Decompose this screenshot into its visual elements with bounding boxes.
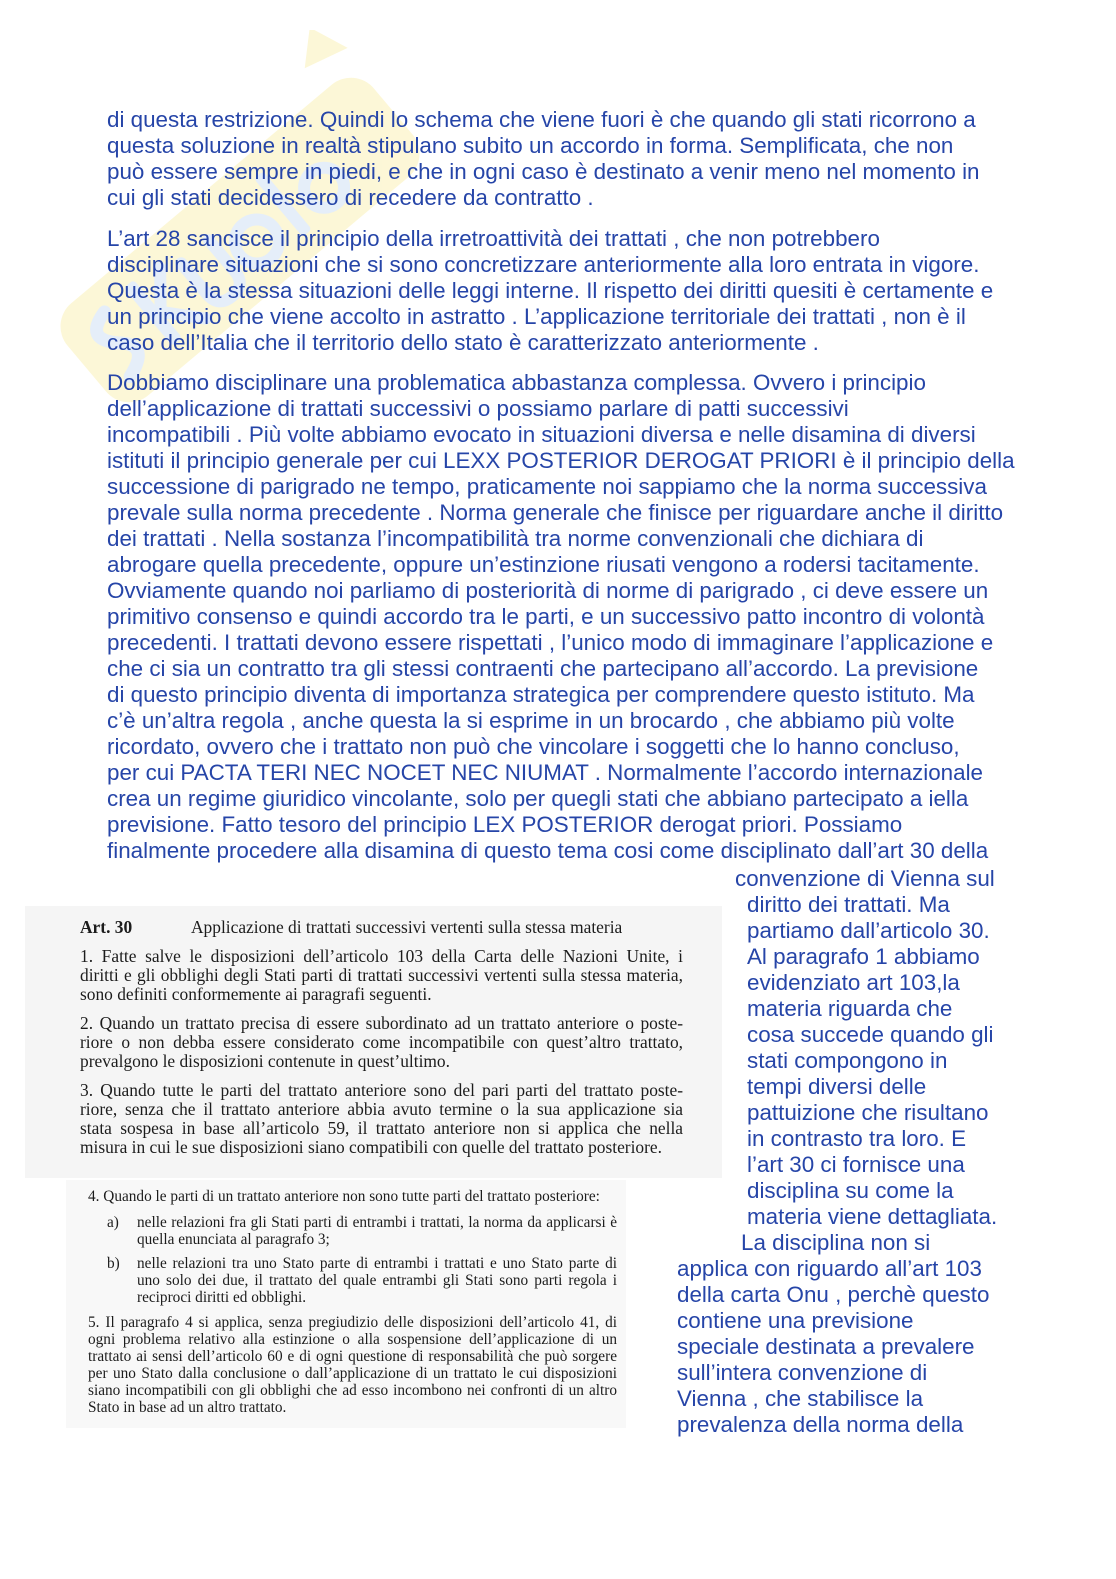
article-line: riore, senza che il trattato anteriore abbia avuto termine o la sua applicazione sia	[80, 1100, 683, 1119]
article-line: prevalgono le disposizioni contenute in quest’ultimo.	[80, 1052, 450, 1072]
notes-line: prevale sulla norma precedente . Norma generale che finisce per riguardare anche il diritto	[107, 500, 1004, 525]
article-line: stata sospesa in base all’articolo 59, il trattato anteriore non si applica che nella	[80, 1119, 683, 1139]
notes-line: ricordato, ovvero che i trattato non può che vincolare i soggetti che lo hanno concluso,	[107, 734, 960, 759]
side-column-line: disciplina su come la	[747, 1178, 954, 1203]
article-line: siano incompatibili con gli obblighi che ad esso incombono nei confronti di un altro	[88, 1381, 617, 1399]
notes-paragraph	[107, 370, 1067, 864]
side-column-line: Vienna , che stabilisce la	[677, 1386, 924, 1411]
notes-line: incompatibili . Più volte abbiamo evocato in situazioni diversa e nelle disamina di diversi	[107, 422, 976, 447]
article-heading	[80, 918, 683, 937]
article-paragraph-1	[80, 947, 683, 1005]
side-column-line: La disciplina non si	[741, 1230, 931, 1255]
side-column-line: sull’intera convenzione di	[677, 1360, 928, 1385]
article-line: 4. Quando le parti di un trattato anteriore non sono tutte parti del trattato posteriore:	[88, 1187, 600, 1205]
clause-label: a)	[107, 1213, 119, 1231]
article-line: nelle relazioni fra gli Stati parti di entrambi i trattati, la norma da applicarsi è	[137, 1213, 617, 1231]
article-line: riore o non debba essere considerato come incompatibile con quest’altro trattato,	[80, 1032, 683, 1052]
side-column-line: prevalenza della norma della	[677, 1412, 964, 1437]
notes-line: questa soluzione in realtà stipulano subito un accordo in forma. Semplificata, che non	[107, 133, 954, 158]
article-line: 2. Quando un trattato precisa di essere subordinato ad un trattato anteriore o poste-	[80, 1013, 683, 1033]
side-column-line: Al paragrafo 1 abbiamo	[747, 944, 980, 969]
side-column-line: partiamo dall’articolo 30.	[747, 918, 990, 943]
article-paragraph-4	[88, 1188, 617, 1205]
notes-line: dell’applicazione di trattati successivi o possiamo parlare di patti successivi	[107, 396, 849, 421]
article-paragraph-3	[80, 1081, 683, 1158]
article-line: quella enunciata al paragrafo 3;	[137, 1230, 330, 1248]
notes-line: per cui PACTA TERI NEC NOCET NEC NIUMAT . Normalmente l’accordo internazionale	[107, 760, 983, 785]
notes-paragraph	[107, 226, 1067, 356]
article-line: misura in cui le sue disposizioni siano compatibili con quelle del trattato posteriore.	[80, 1138, 662, 1158]
notes-line: Dobbiamo disciplinare una problematica abbastanza complessa. Ovvero i principio	[107, 370, 926, 395]
notes-paragraph	[107, 107, 1067, 211]
notes-line: dei trattati . Nella sostanza l’incompatibilità tra norme convenzionali che dichiara di	[107, 526, 924, 551]
notes-line: Questa è la stessa situazioni delle leggi interne. Il rispetto dei diritti quesiti è certamente e	[107, 277, 994, 303]
clause-item-a	[107, 1214, 617, 1248]
article-line: ogni problema relativo alla estinzione o alla sospensione dell’applicazione di un	[88, 1330, 617, 1348]
side-column-line: cosa succede quando gli	[747, 1022, 994, 1047]
side-column-line: materia riguarda che	[747, 996, 953, 1021]
side-column-line: della carta Onu , perchè questo	[677, 1282, 990, 1307]
article-line: sono definiti conformemente ai paragrafi seguenti.	[80, 985, 432, 1005]
notes-line: cui gli stati decidessero di recedere da contratto .	[107, 185, 594, 210]
article-30-excerpt-continued	[66, 1180, 626, 1428]
side-column-line: tempi diversi delle	[747, 1074, 927, 1099]
notes-line: un principio che viene accolto in astratto . L’applicazione territoriale dei trattati , non è il	[107, 303, 966, 329]
article-line: trattato ai sensi dell’articolo 60 e di ogni questione di responsabilità che può sorgere	[88, 1347, 617, 1365]
notes-line: istituti il principio generale per cui LEXX POSTERIOR DEROGAT PRIORI è il principio della	[107, 448, 1015, 473]
side-column-line: stati compongono in	[747, 1048, 948, 1073]
article-line: diritti e gli obblighi degli Stati parti di trattati successivi vertenti sulla stessa materia,	[80, 965, 683, 985]
side-column-line: convenzione di Vienna sul	[735, 866, 995, 891]
article-line: uno solo dei due, il trattato del quale entrambi gli Stati sono parti regola i	[137, 1271, 617, 1289]
article-line: per uno Stato dalla conclusione o dall’applicazione di un trattato le cui disposizioni	[88, 1364, 617, 1382]
notes-line: previsione. Fatto tesoro del principio LEX POSTERIOR derogat priori. Possiamo	[107, 812, 903, 837]
notes-line: c’è un’altra regola , anche questa la si esprime in un brocardo , che abbiamo più volte	[107, 708, 955, 733]
article-paragraph-5	[88, 1314, 617, 1416]
side-column-line: l’art 30 ci fornisce una	[747, 1152, 965, 1177]
side-column-line: contiene una previsione	[677, 1308, 914, 1333]
side-column-line: diritto dei trattati. Ma	[747, 892, 950, 917]
article-line: 5. Il paragrafo 4 si applica, senza pregiudizio delle disposizioni dell’articolo 41, di	[88, 1313, 617, 1331]
notes-line: L’art 28 sancisce il principio della irretroattività dei trattati , che non potrebbero	[107, 225, 880, 251]
clause-item-b	[107, 1255, 617, 1306]
notes-line: primitivo consenso e quindi accordo tra le parti, e un successivo patto incontro di volontà	[107, 604, 985, 629]
side-column-line: speciale destinata a prevalere	[677, 1334, 975, 1359]
notes-line: di questa restrizione. Quindi lo schema che viene fuori è che quando gli stati ricorrono a	[107, 107, 976, 132]
article-line: 1. Fatte salve le disposizioni dell’articolo 103 della Carta delle Nazioni Unite, i	[80, 946, 683, 966]
article-line: reciproci diritti ed obblighi.	[137, 1288, 307, 1306]
side-column-line: materia viene dettagliata.	[747, 1204, 998, 1229]
article-paragraph-2	[80, 1014, 683, 1072]
notes-line: precedenti. I trattati devono essere rispettati , l’unico modo di immaginare l’applicazione e	[107, 630, 994, 655]
side-column-line: applica con riguardo all’art 103	[677, 1256, 982, 1281]
notes-line: crea un regime giuridico vincolante, solo per quegli stati che abbiano partecipato a iella	[107, 786, 969, 811]
clause-text	[137, 1255, 617, 1306]
article-line: 3. Quando tutte le parti del trattato anteriore sono del pari parti del trattato poste-	[80, 1080, 683, 1100]
side-column-text	[677, 866, 1097, 1438]
notes-line: di questo principio diventa di importanza strategica per comprendere questo istituto. Ma	[107, 682, 975, 707]
side-column-line: evidenziato art 103,la	[747, 970, 960, 995]
article-line: Stato in base ad un altro trattato.	[88, 1398, 287, 1416]
notes-line: Ovviamente quando noi parliamo di posteriorità di norme di parigrado , ci deve essere un	[107, 578, 989, 603]
notes-line: successione di parigrado ne tempo, praticamente noi sappiamo che la norma successiva	[107, 474, 987, 499]
article-line: nelle relazioni tra uno Stato parte di entrambi i trattati e uno Stato parte di	[137, 1254, 617, 1272]
article-30-excerpt	[25, 906, 722, 1178]
clause-label: b)	[107, 1254, 120, 1272]
notes-line: può essere sempre in piedi, e che in ogni caso è destinato a venir meno nel momento in	[107, 159, 980, 184]
side-column-line: pattuizione che risultano	[747, 1100, 989, 1125]
notes-line: che ci sia un contratto tra gli stessi contraenti che partecipano all’accordo. La previsione	[107, 656, 979, 681]
clause-text	[137, 1214, 617, 1248]
notes-line: caso dell’Italia che il territorio dello stato è caratterizzato anteriormente .	[107, 329, 819, 355]
article-title: Applicazione di trattati successivi vertenti sulla stessa materia	[191, 917, 623, 937]
notes-line: disciplinare situazioni che si sono concretizzare anteriormente alla loro entrata in vigore.	[107, 251, 980, 277]
article-number: Art. 30	[80, 917, 133, 937]
notes-text	[107, 107, 1067, 879]
notes-line: finalmente procedere alla disamina di questo tema cosi come disciplinato dall’art 30 della	[107, 838, 989, 863]
side-column-line: in contrasto tra loro. E	[747, 1126, 967, 1151]
notes-line: abrogare quella precedente, oppure un’estinzione riusati vengono a rodersi tacitamente.	[107, 552, 980, 577]
